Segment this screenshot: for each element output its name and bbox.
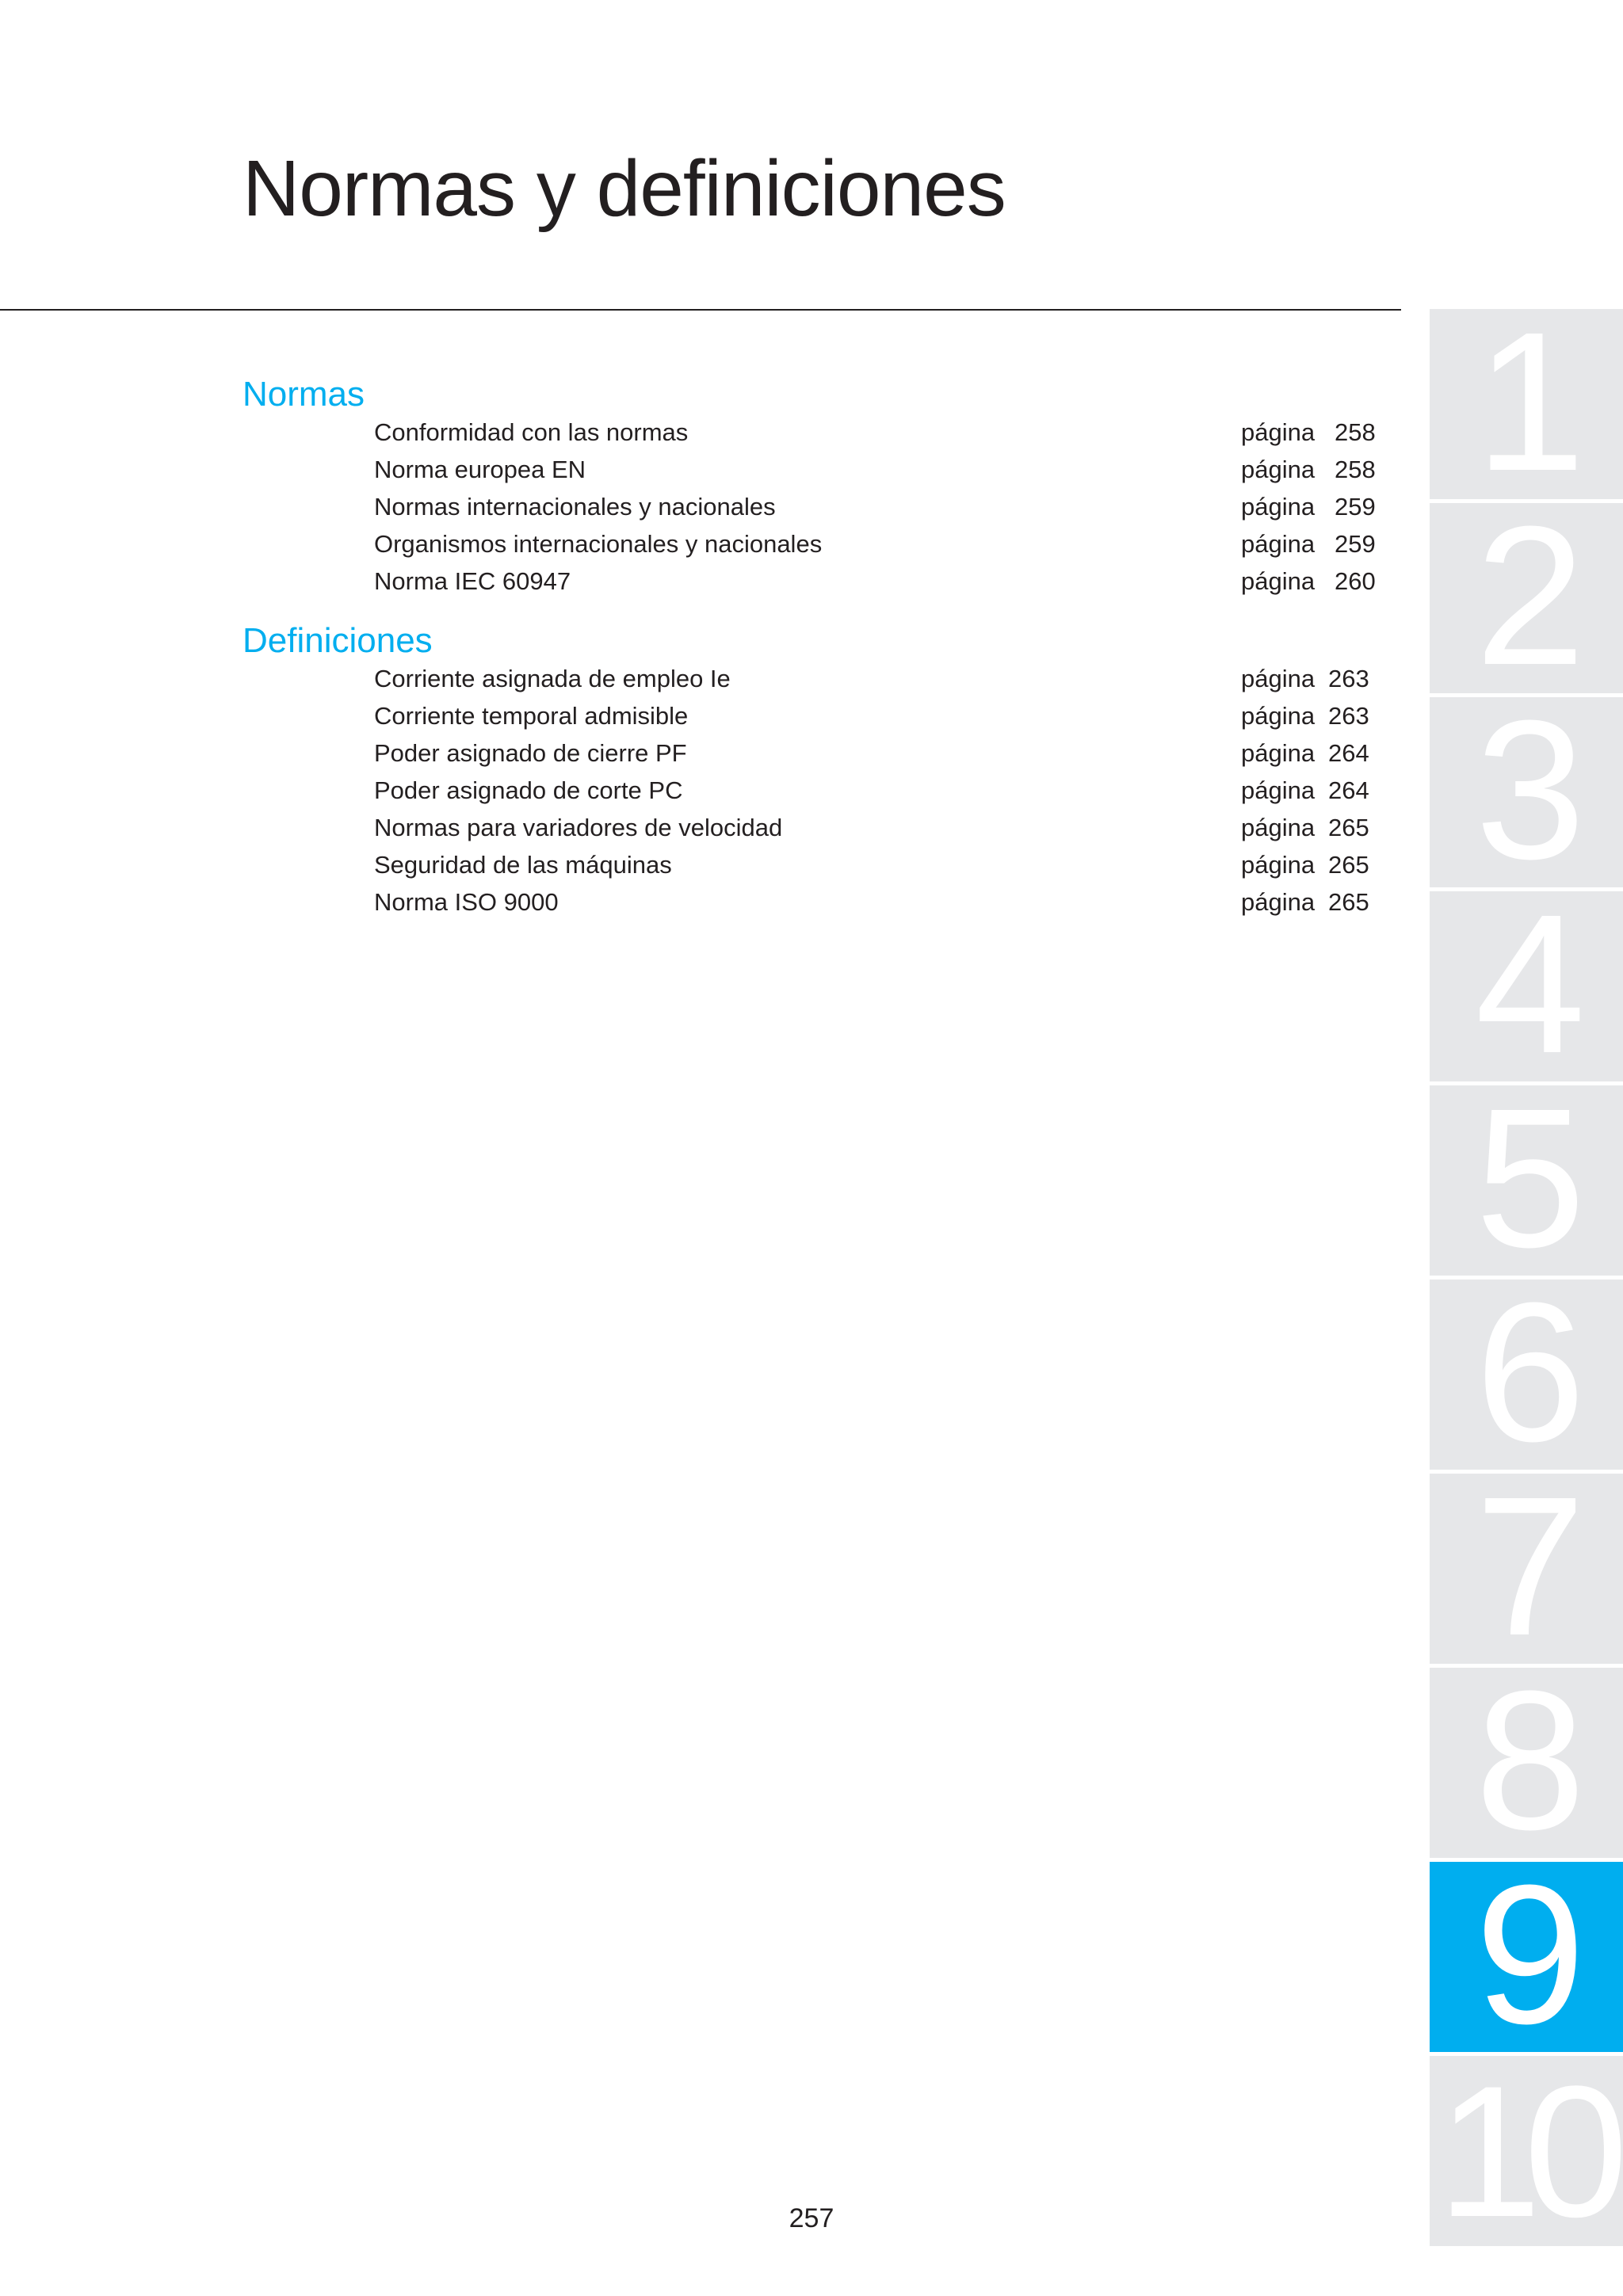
chapter-tab-9[interactable] (1430, 1862, 1623, 2052)
toc-page-number: 265 (1328, 888, 1369, 916)
chapter-tab-4[interactable] (1430, 891, 1623, 1081)
toc-entry-title: Poder asignado de corte PC (374, 776, 683, 804)
chapter-tab-6[interactable] (1430, 1280, 1623, 1470)
chapter-tab-8[interactable] (1430, 1668, 1623, 1858)
toc-page-number: 260 (1335, 567, 1376, 595)
toc-entry-title: Norma ISO 9000 (374, 888, 559, 916)
section-normas (242, 372, 1376, 603)
toc-entry-title: Corriente temporal admisible (374, 702, 689, 730)
chapter-tab-number: 4 (1475, 891, 1578, 1081)
chapter-tab-1[interactable] (1430, 309, 1623, 499)
chapter-tab-number: 9 (1475, 1862, 1578, 2052)
toc-page-label: página (1241, 888, 1316, 916)
toc-page-label: página (1241, 851, 1316, 879)
toc-entry[interactable] (374, 566, 1376, 603)
toc-page-number: 265 (1328, 814, 1369, 841)
toc-entry-title: Normas para variadores de velocidad (374, 814, 783, 841)
chapter-tab-number: 5 (1475, 1085, 1578, 1276)
toc-entry-title: Seguridad de las máquinas (374, 851, 672, 879)
toc-page-label: página (1241, 776, 1316, 804)
toc-entry[interactable] (374, 887, 1368, 924)
toc-page-number: 259 (1335, 530, 1376, 558)
toc-entry-title: Corriente asignada de empleo Ie (374, 665, 731, 692)
toc-entry[interactable] (374, 491, 1376, 528)
toc-page-number: 263 (1328, 702, 1369, 730)
page-title: Normas y definiciones (242, 144, 1006, 233)
section-definiciones (242, 619, 1368, 924)
chapter-tab-number: 10 (1437, 2056, 1611, 2246)
section-heading-definiciones: Definiciones (242, 621, 433, 660)
toc-page-number: 258 (1335, 456, 1376, 483)
toc-entry[interactable] (374, 775, 1368, 812)
toc-page-label: página (1241, 530, 1316, 558)
toc-entry-title: Norma europea EN (374, 456, 586, 483)
toc-page-number: 264 (1328, 776, 1369, 804)
toc-page-label: página (1241, 814, 1316, 841)
chapter-tab-number: 1 (1475, 309, 1578, 499)
chapter-tab-5[interactable] (1430, 1085, 1623, 1276)
toc-page-number: 258 (1335, 418, 1376, 446)
chapter-tab-3[interactable] (1430, 697, 1623, 887)
table-of-contents (242, 372, 1376, 940)
chapter-tab-7[interactable] (1430, 1474, 1623, 1664)
toc-page-number: 265 (1328, 851, 1369, 879)
toc-page-label: página (1241, 456, 1316, 483)
page-number: 257 (789, 2203, 834, 2233)
toc-page-label: página (1241, 739, 1316, 767)
toc-page-number: 259 (1335, 493, 1376, 521)
toc-page-number: 264 (1328, 739, 1369, 767)
toc-entry[interactable] (374, 663, 1368, 700)
toc-entry[interactable] (374, 849, 1368, 887)
chapter-tab-number: 3 (1475, 697, 1578, 887)
toc-entry[interactable] (374, 700, 1368, 738)
section-heading-normas: Normas (242, 375, 365, 414)
toc-entry-title: Normas internacionales y nacionales (374, 493, 776, 521)
toc-page-label: página (1241, 567, 1316, 595)
chapter-tab-number: 6 (1475, 1280, 1578, 1470)
chapter-tab-2[interactable] (1430, 503, 1623, 693)
toc-entry-title: Norma IEC 60947 (374, 567, 571, 595)
toc-list-definiciones (374, 663, 1368, 924)
chapter-tab-number: 2 (1475, 503, 1578, 693)
toc-entry-title: Poder asignado de cierre PF (374, 739, 687, 767)
toc-page-number: 263 (1328, 665, 1369, 692)
toc-page-label: página (1241, 418, 1316, 446)
toc-list-normas (374, 417, 1376, 603)
toc-entry-title: Organismos internacionales y nacionales (374, 530, 823, 558)
toc-entry[interactable] (374, 528, 1376, 566)
toc-entry[interactable] (374, 738, 1368, 775)
chapter-tab-number: 8 (1475, 1668, 1578, 1858)
chapter-tab-number: 7 (1475, 1474, 1578, 1664)
title-divider (0, 309, 1401, 311)
toc-entry[interactable] (374, 417, 1376, 454)
toc-entry-title: Conformidad con las normas (374, 418, 689, 446)
toc-entry[interactable] (374, 454, 1376, 491)
toc-page-label: página (1241, 493, 1316, 521)
chapter-tabs (1430, 309, 1623, 2250)
toc-page-label: página (1241, 665, 1316, 692)
toc-entry[interactable] (374, 812, 1368, 849)
toc-page-label: página (1241, 702, 1316, 730)
